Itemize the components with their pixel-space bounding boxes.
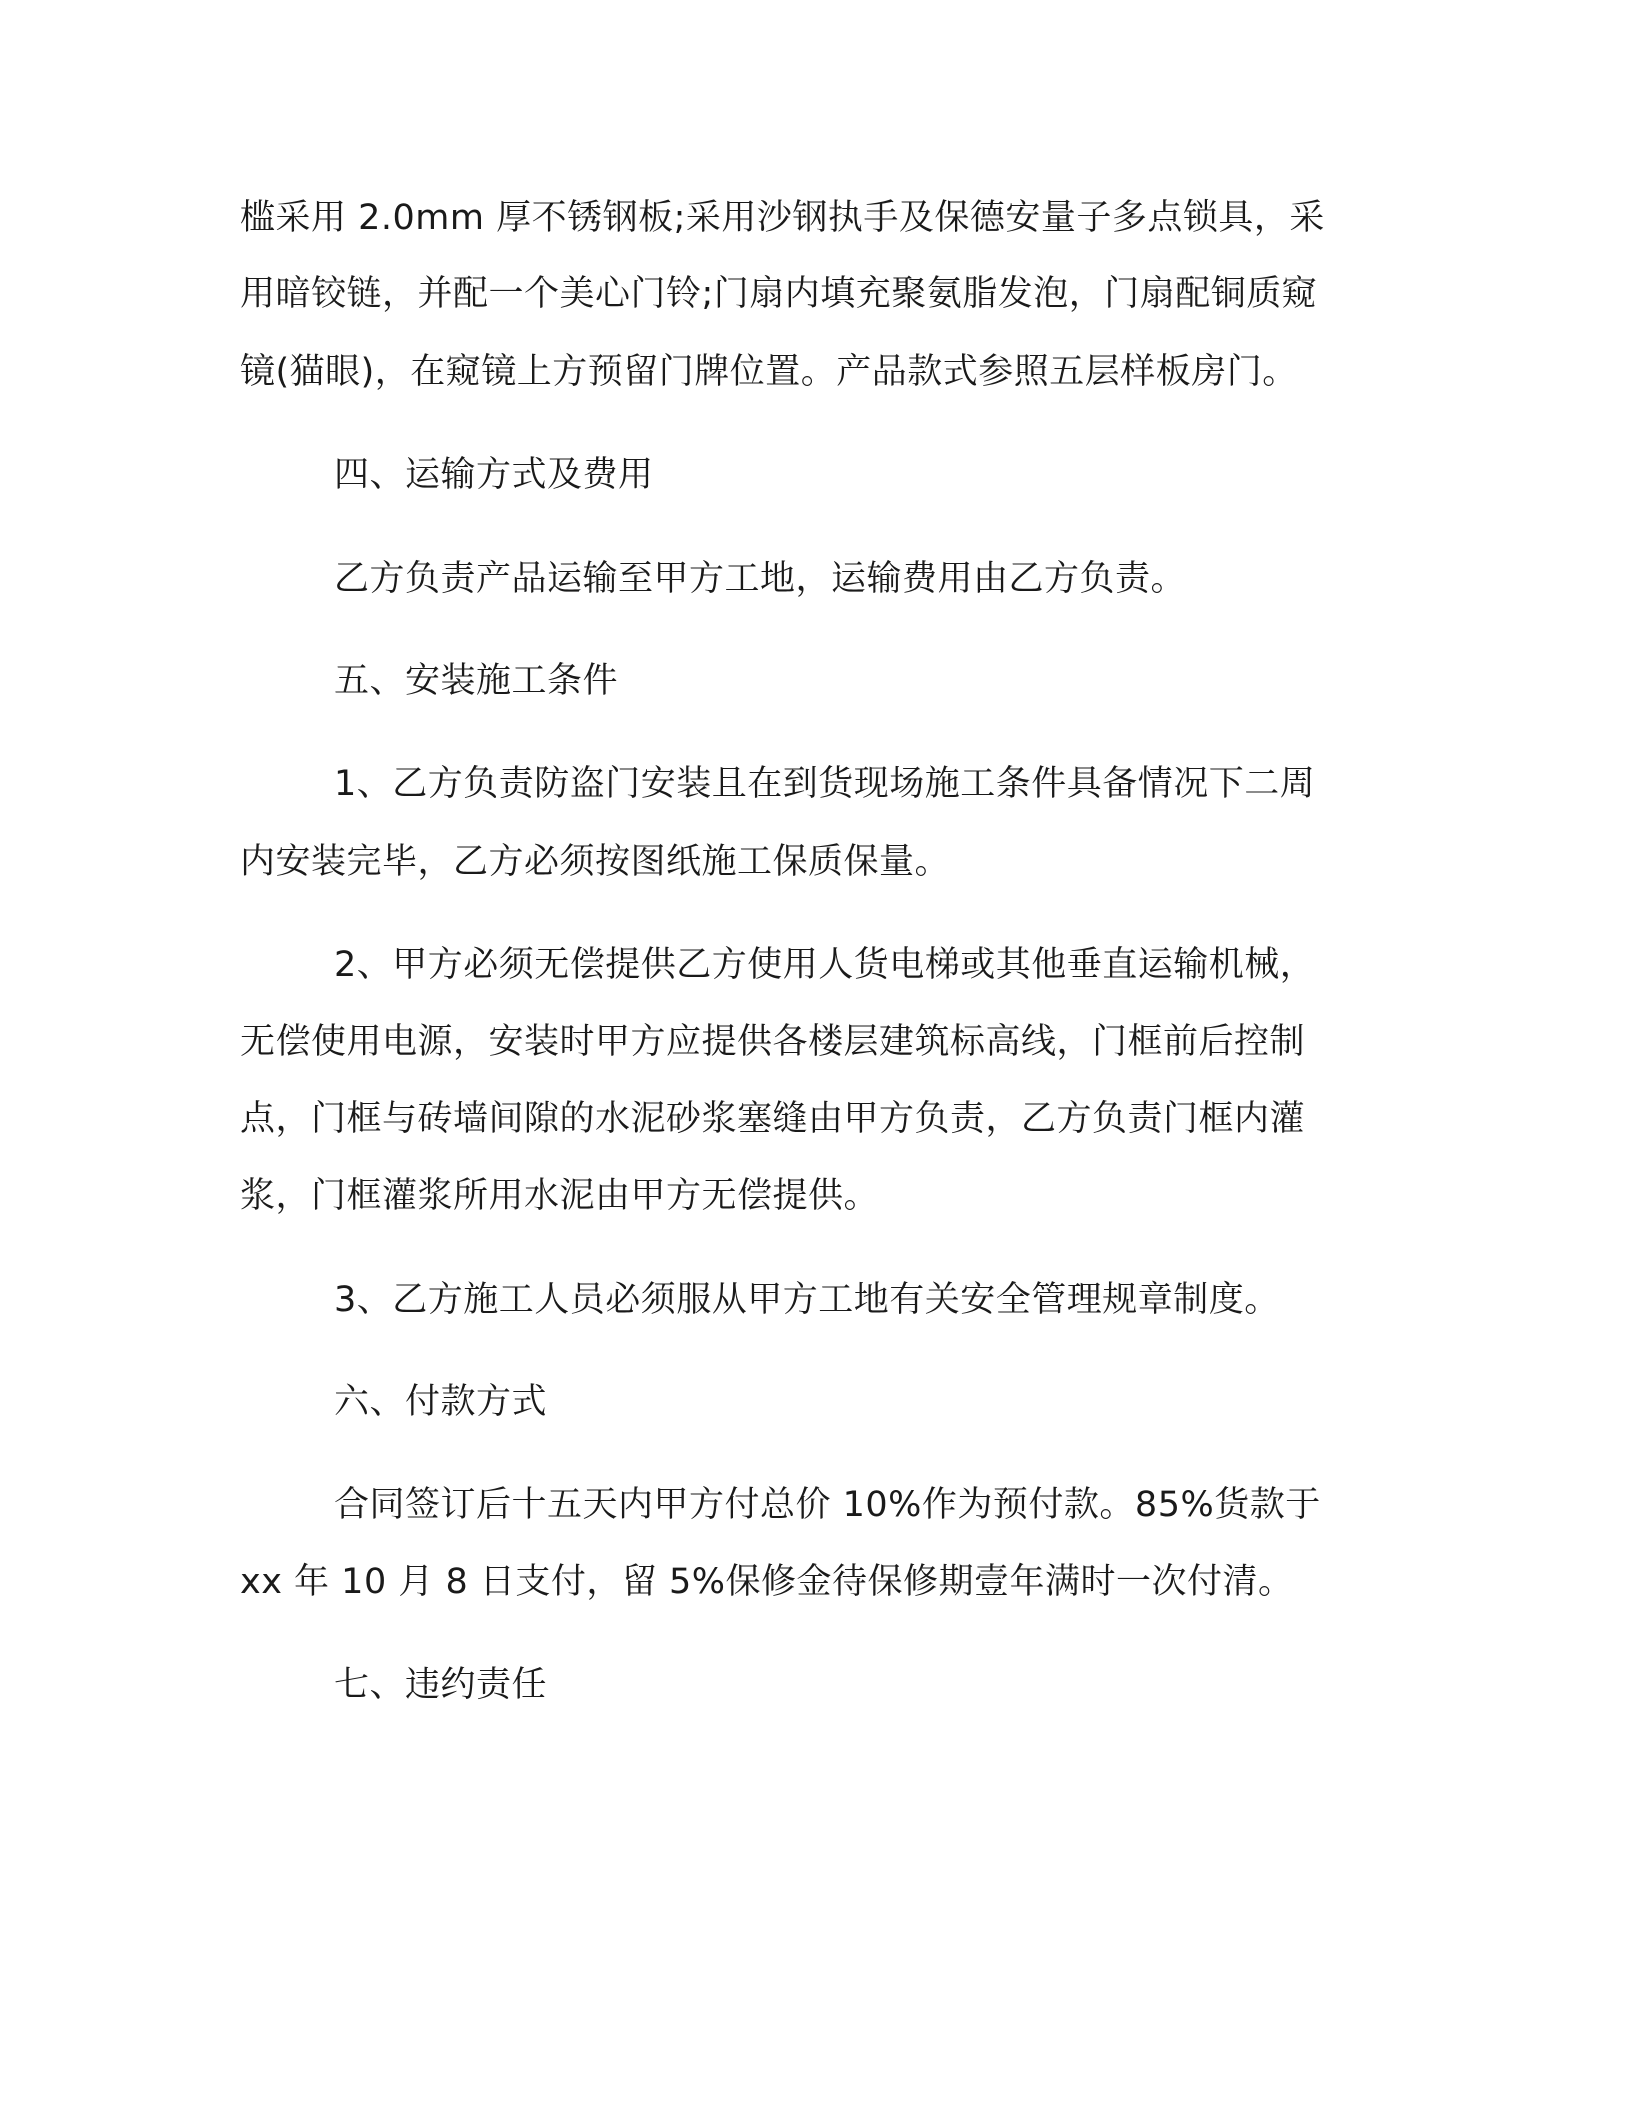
paragraph-line: 无偿使用电源，安装时甲方应提供各楼层建筑标高线，门框前后控制 <box>240 1022 1306 1062</box>
section-heading: 六、付款方式 <box>334 1382 548 1422</box>
paragraph-line: 槛采用 2.0mm 厚不锈钢板;采用沙钢执手及保德安量子多点锁具，采 <box>240 198 1325 238</box>
section-heading: 四、运输方式及费用 <box>334 455 654 495</box>
paragraph-line: 合同签订后十五天内甲方付总价 10%作为预付款。85%货款于 <box>334 1485 1321 1525</box>
paragraph-line: 点，门框与砖墙间隙的水泥砂浆塞缝由甲方负责，乙方负责门框内灌 <box>240 1099 1306 1139</box>
paragraph-line: xx 年 10 月 8 日支付，留 5%保修金待保修期壹年满时一次付清。 <box>240 1562 1294 1602</box>
section-heading: 五、安装施工条件 <box>334 661 619 701</box>
paragraph-line: 乙方负责产品运输至甲方工地，运输费用由乙方负责。 <box>334 559 1187 599</box>
paragraph-line: 2、甲方必须无偿提供乙方使用人货电梯或其他垂直运输机械， <box>334 945 1316 985</box>
paragraph-line: 3、乙方施工人员必须服从甲方工地有关安全管理规章制度。 <box>334 1280 1280 1320</box>
paragraph-line: 1、乙方负责防盗门安装且在到货现场施工条件具备情况下二周 <box>334 764 1316 804</box>
paragraph-line: 内安装完毕，乙方必须按图纸施工保质保量。 <box>240 842 951 882</box>
section-heading: 七、违约责任 <box>334 1665 548 1705</box>
paragraph-line: 用暗铰链，并配一个美心门铃;门扇内填充聚氨脂发泡，门扇配铜质窥 <box>240 274 1318 314</box>
paragraph-line: 浆，门框灌浆所用水泥由甲方无偿提供。 <box>240 1176 880 1216</box>
paragraph-line: 镜(猫眼)，在窥镜上方预留门牌位置。产品款式参照五层样板房门。 <box>240 352 1298 392</box>
